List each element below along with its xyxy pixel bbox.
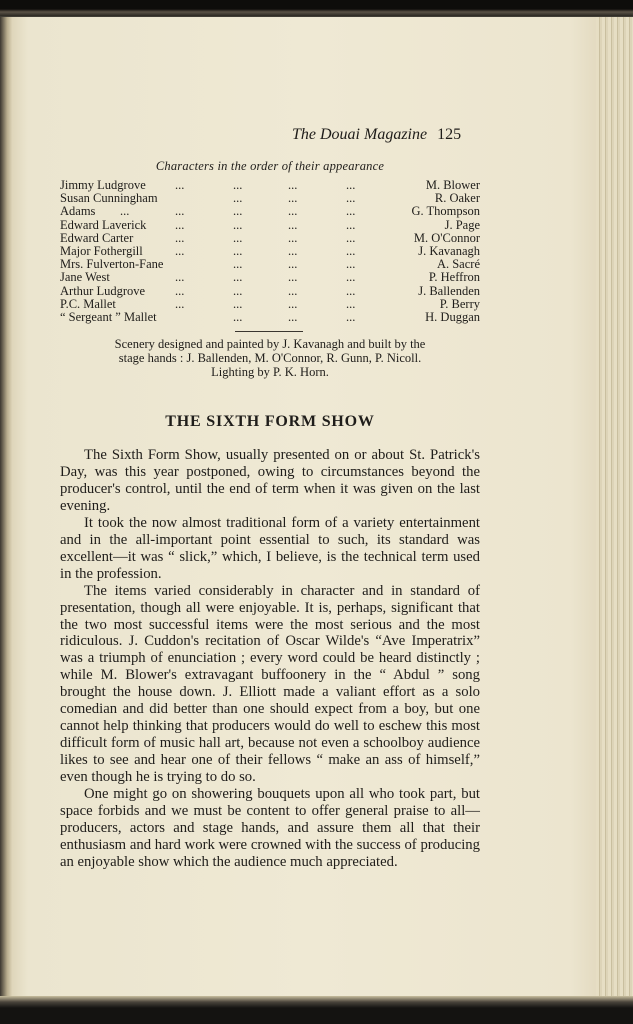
leader-dot: ... [346,296,356,311]
page-stack-edges [596,17,633,1000]
cast-actor: A. Sacré [436,257,480,272]
leader-dot: ... [175,204,185,219]
cast-row [60,298,480,311]
credits-line: Scenery designed and painted by J. Kavanagh and built by the [114,337,426,351]
cast-role: Edward Laverick [60,217,147,232]
production-credits [60,337,480,379]
cast-role: Arthur Ludgrove [60,283,146,298]
leader-dot: ... [175,270,185,285]
leader-dot: ... [233,296,243,311]
cast-role: Jane West [60,270,110,285]
page-number: 125 [437,126,462,143]
cast-row [60,232,480,245]
leader-dot: ... [233,309,243,324]
leader-dot: ... [175,283,185,298]
article-body [60,447,480,871]
leader-dot: ... [346,309,356,324]
cast-actor: G. Thompson [411,204,480,219]
cast-role: Jimmy Ludgrove [60,178,146,192]
leader-dot: ... [288,296,298,311]
article-paragraph: It took the now almost traditional form of a variety entertainment and in the all-important point essential to such, its standard was excellent—it was “ slick,” which, I believe, is the technical term used in the profession. [60,514,480,582]
bottom-binding-edge [0,996,633,1024]
leader-dot: ... [288,204,298,219]
cast-row [60,205,480,218]
leader-dot: ... [346,217,356,232]
running-header [292,126,482,144]
leader-dot: ... [346,204,356,219]
leader-dot: ... [288,191,298,206]
leader-dot: ... [288,230,298,245]
cast-row [60,219,480,232]
leader-dot: ... [346,270,356,285]
cast-role: Adams [60,204,96,219]
cast-actor: J. Page [444,217,480,232]
credits-line: stage hands : J. Ballenden, M. O'Connor, R. Gunn, P. Nicoll. [118,351,422,365]
gutter-shadow [0,17,12,1000]
article-paragraph: The Sixth Form Show, usually presented on or about St. Patrick's Day, was this year postponed, owing to circumstances beyond the producer's control, until the end of term when it was given on the last evening. [60,447,480,514]
leader-dot: ... [233,270,243,285]
cast-role: Edward Carter [60,230,134,245]
leader-dot: ... [175,230,185,245]
cast-list [60,179,480,324]
leader-dot: ... [346,178,356,192]
leader-dot: ... [346,257,356,272]
leader-dot: ... [233,283,243,298]
cast-caption: Characters in the order of their appearance [155,159,385,173]
leader-dot: ... [233,243,243,258]
leader-dot: ... [120,204,130,219]
leader-dot: ... [175,243,185,258]
cast-role: “ Sergeant ” Mallet [60,309,157,324]
leader-dot: ... [346,283,356,298]
magazine-title: The Douai Magazine [292,126,428,143]
cast-actor: P. Berry [439,296,480,311]
cast-row [60,311,480,324]
leader-dot: ... [233,204,243,219]
cast-row [60,285,480,298]
leader-dot: ... [288,178,298,192]
cast-row [60,271,480,284]
leader-dot: ... [175,296,185,311]
cast-actor: R. Oaker [434,191,480,206]
cast-row [60,258,480,271]
leader-dot: ... [288,283,298,298]
leader-dot: ... [288,270,298,285]
credits-line: Lighting by P. K. Horn. [211,365,329,379]
cast-role: Major Fothergill [60,243,143,258]
leader-dot: ... [233,191,243,206]
cast-role: P.C. Mallet [60,296,116,311]
leader-dot: ... [175,217,185,232]
cast-actor: J. Kavanagh [418,243,480,258]
cast-role: Mrs. Fulverton-Fane [60,257,164,272]
article-paragraph: The items varied considerably in character and in standard of presentation, though all were enjoyable. It is, perhaps, significant that the two most successful items were the most serious and the most ridiculous. J. Cuddon's recitation of Oscar Wilde's “Ave Imperatrix” was a triumph of enunciation ; every word could be heard distinctly ; while M. Blower's extravagant buffoonery in the “ Abdul ” song brought the house down. J. Elliott made a valiant effort as a solo comedian and did better than one should expect from a boy, but one cannot help thinking that producers would do well to eschew this most difficult form of music hall art, because not even a schoolboy audience likes to see and hear one of their fellows “ make an ass of himself,” even though he is trying to do so. [60,582,480,786]
leader-dot: ... [288,217,298,232]
leader-dot: ... [233,230,243,245]
leader-dot: ... [346,230,356,245]
leader-dot: ... [288,309,298,324]
cast-actor: J. Ballenden [418,283,480,298]
leader-dot: ... [233,178,243,192]
article-paragraph: One might go on showering bouquets upon all who took part, but space forbids and we must be content to offer general praise to all—producers, actors and stage hands, and assure them all that their enthusiasm and hard work were crowned with the success of producing an enjoyable show which the audience much appreciated. [60,786,480,870]
leader-dot: ... [346,243,356,258]
cast-actor: M. O'Connor [413,230,480,245]
divider-rule [235,331,303,332]
leader-dot: ... [233,217,243,232]
cast-role: Susan Cunningham [60,191,158,206]
leader-dot: ... [233,257,243,272]
leader-dot: ... [288,257,298,272]
section-title: THE SIXTH FORM SHOW [165,413,375,430]
cast-actor: M. Blower [425,178,480,192]
cast-actor: P. Heffron [428,270,480,285]
leader-dot: ... [288,243,298,258]
cast-actor: H. Duggan [425,309,480,324]
leader-dot: ... [346,191,356,206]
leader-dot: ... [175,178,185,192]
